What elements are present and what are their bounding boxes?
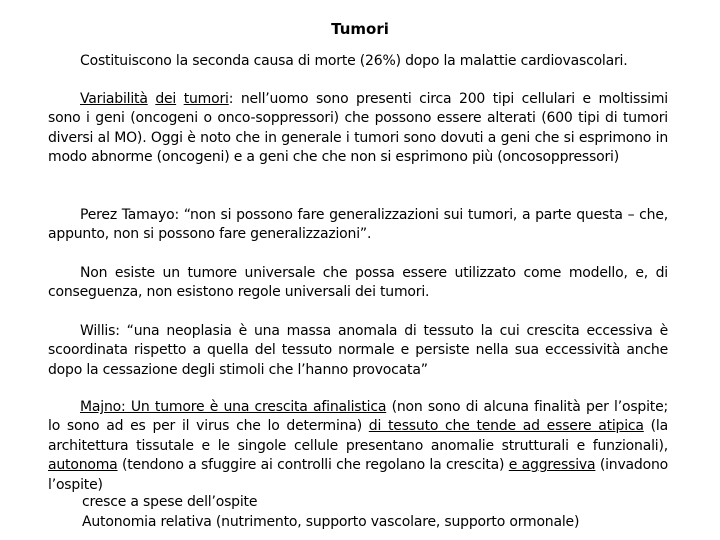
paragraph-text: (non sono di alcuna finalità per l’ospite; lo sono ad es per il virus che lo determina)	[48, 399, 669, 435]
paragraph-text: (invadono l’ospite)	[48, 457, 669, 493]
paragraph-intro: Costituiscono la seconda causa di morte (26%) dopo la malattie cardiovascolari.	[80, 53, 628, 69]
underlined-term: autonoma	[48, 457, 118, 474]
paragraph-text: (la architettura tissutale e le singole cellule presentano anomalie strutturali e funzionali),	[48, 418, 668, 454]
paragraph-tumore-universale: Non esiste un tumore universale che possa essere utilizzato come modello, e, di conseguenza, non esistono regole universali dei tumori.	[48, 265, 668, 301]
underlined-term: e aggressiva	[508, 457, 596, 474]
paragraph-perez-tamayo: Perez Tamayo: “non si possono fare generalizzazioni sui tumori, a parte questa – che, appunto, non si possono fare generalizzazioni”.	[48, 207, 668, 243]
note-line: Autonomia relativa (nutrimento, supporto vascolare, supporto ormonale)	[82, 514, 580, 530]
paragraph-willis: Willis: “una neoplasia è una massa anomala di tessuto la cui crescita eccessiva è scoordinata rispetto a quella del tessuto normale e persiste nella sua eccessività anche dopo la cessazione degli stimoli che l’hanno provocata”	[48, 323, 668, 378]
underlined-term: di tessuto che tende ad essere atipica	[368, 418, 644, 435]
page-title: Tumori	[331, 20, 389, 38]
paragraph-variabilita	[48, 90, 668, 168]
note-line: cresce a spese dell’ospite	[82, 494, 258, 510]
underlined-term: Variabilità	[80, 91, 148, 107]
underlined-term: Majno: Un tumore è una crescita afinalistica	[80, 399, 387, 415]
space	[176, 91, 184, 107]
paragraph-text: (tendono a sfuggire ai controlli che regolano la crescita)	[117, 457, 509, 474]
underlined-term: tumori	[183, 91, 229, 107]
paragraph-text: : nell’uomo sono presenti circa 200 tipi cellulari e moltissimi sono i geni (oncogeni o onco-soppressori) che possono essere alterati (600 tipi di tumori diversi al MO). Oggi è noto che in generale i tumori sono dovuti a geni che si esprimono in modo abnorme (oncogeni) e a geni che che non si esprimono più (oncosoppressori)	[48, 91, 668, 166]
paragraph-majno	[48, 398, 668, 495]
underlined-term: dei	[155, 91, 177, 107]
